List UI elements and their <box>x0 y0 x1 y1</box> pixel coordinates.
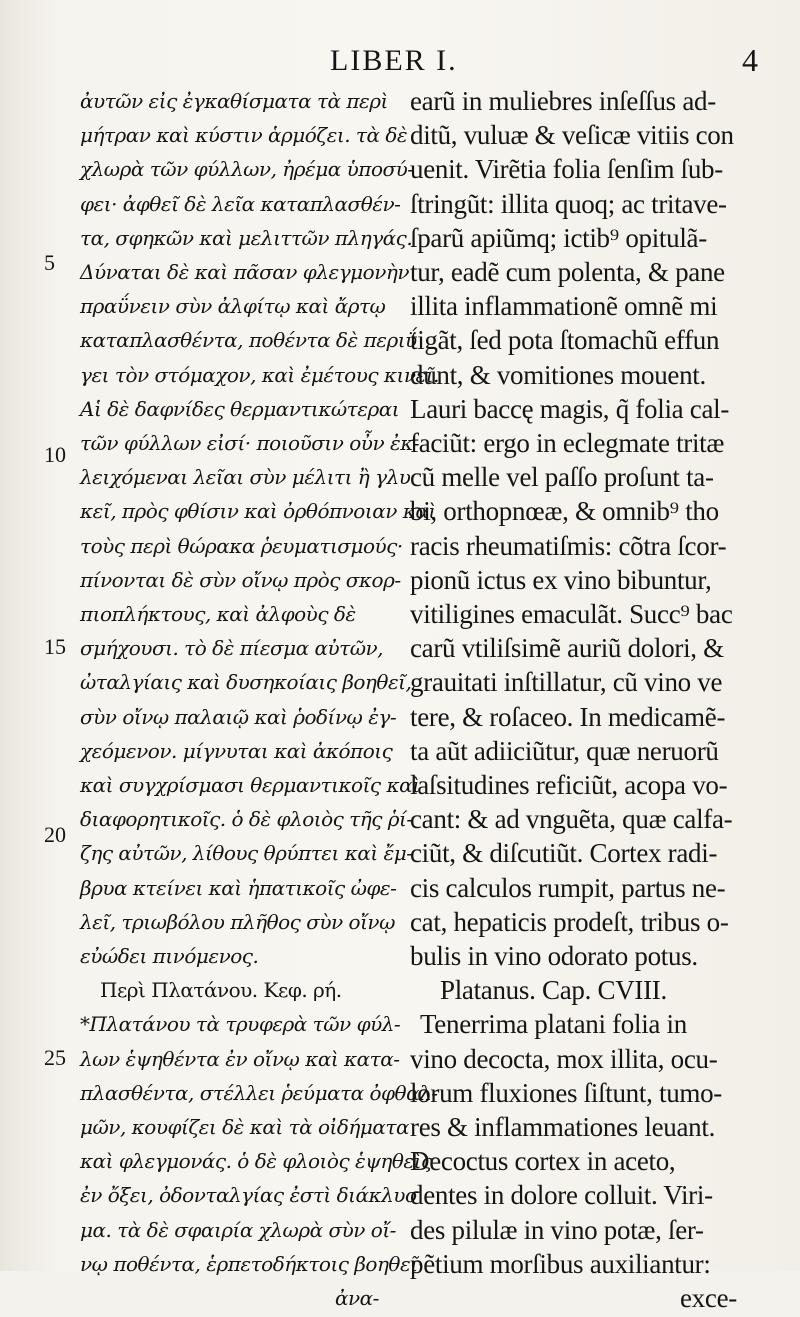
greek-text-line: ἀνα- <box>335 1286 379 1310</box>
latin-text-line: Decoctus cortex in aceto, <box>410 1146 676 1177</box>
greek-text-line: χλωρὰ τῶν φύλλων, ἠρέμα ὑποσύ- <box>80 157 414 182</box>
greek-text-line: ὠταλγίαις καὶ δυσηκοίαις βοηθεῖ, <box>80 670 412 695</box>
latin-text-line: des pilulæ in vino potæ, ſer- <box>410 1214 704 1245</box>
latin-text-line: ſparũ apiũmq; ictib⁹ opitulã- <box>410 222 707 253</box>
greek-text-line: πιοπλήκτους, καὶ ἀλφοὺς δὲ <box>80 602 356 626</box>
running-title: LIBER I. <box>330 44 458 77</box>
greek-text-line: βρυα κτείνει καὶ ἡπατικοῖς ὠφε- <box>80 875 397 900</box>
latin-text-line: grauitati inſtillatur, cũ vino ve <box>410 667 723 698</box>
margin-line-number: 15 <box>44 634 66 659</box>
latin-text-line: pionũ ictus ex vino bibuntur, <box>410 564 712 595</box>
greek-text-line: τα, σφηκῶν καὶ μελιττῶν πληγάς. <box>80 225 413 250</box>
latin-text-chapter-heading: Platanus. Cap. CVIII. <box>440 975 667 1006</box>
latin-text-line: Lauri baccę magis, q̃ folia cal- <box>410 393 730 424</box>
greek-text-chapter-heading: Περὶ Πλατάνου. Κεφ. ρή. <box>100 978 342 1003</box>
latin-text-line: lorum fluxiones ſiſtunt, tumo- <box>410 1077 722 1108</box>
latin-text-line: dunt, & vomitiones mouent. <box>410 359 706 390</box>
latin-text-line: tur, eadẽ cum polenta, & pane <box>410 257 725 287</box>
greek-text-line: ἀυτῶν εἰς ἐγκαθίσματα τὰ περὶ <box>80 89 388 113</box>
latin-text-line: vino decocta, mox illita, ocu- <box>410 1043 718 1074</box>
latin-text-line: tigãt, ſed pota ſtomachũ effun <box>410 325 720 356</box>
greek-text-line: φει· ἀφθεῖ δὲ λεῖα καταπλασθέν- <box>80 191 401 216</box>
latin-text-line: illita inflammationẽ omnẽ mi <box>410 291 718 322</box>
greek-text-line: πλασθέντα, στέλλει ῥεύματα ὀφθαλ- <box>80 1080 438 1105</box>
greek-text-line: τοὺς περὶ θώρακα ῥευματισμούς· <box>80 533 403 558</box>
greek-text-line: χεόμενον. μίγνυται καὶ ἀκόποις <box>80 738 393 763</box>
latin-text-line: cant: & ad vnguẽta, quæ calfa- <box>410 804 733 835</box>
greek-text-line: διαφορητικοῖς. ὁ δὲ φλοιὸς τῆς ῥί- <box>80 807 413 832</box>
latin-text-line: pẽtium morſibus auxiliantur: <box>410 1248 711 1279</box>
latin-text-line: ta aũt adiiciũtur, quæ neruorũ <box>410 735 719 766</box>
greek-text-line: εὐώδει πινόμενος. <box>80 944 259 968</box>
greek-text-line: λειχόμεναι λεῖαι σὺν μέλιτι ἢ γλυ <box>80 465 411 490</box>
greek-text-line: τῶν φύλλων εἰσί· ποιοῦσιν οὖν ἐκ- <box>80 431 420 455</box>
latin-text-line: bi, orthopnœæ, & omnib⁹ tho <box>410 496 719 527</box>
latin-text-line: bulis in vino odorato potus. <box>410 941 698 971</box>
latin-text-line: vitiligines emaculãt. Succ⁹ bac <box>410 599 733 629</box>
greek-text-line: λων ἑψηθέντα ἐν οἴνῳ καὶ κατα- <box>80 1046 400 1071</box>
latin-text-line: Tenerrima platani folia in <box>420 1009 687 1040</box>
greek-text-line: νῳ ποθέντα, ἑρπετοδήκτοις βοηθεῖ· <box>80 1251 424 1276</box>
greek-text-line: γει τὸν στόμαχον, καὶ ἐμέτους κινεῖ. <box>80 362 439 387</box>
greek-text-line: Δύναται δὲ καὶ πᾶσαν φλεγμονὴν <box>80 260 410 284</box>
greek-text-line: καὶ φλεγμονάς. ὁ δὲ φλοιὸς ἑψηθεὶς <box>80 1149 432 1174</box>
greek-text-line: καταπλασθέντα, ποθέντα δὲ περιΰ <box>80 328 417 353</box>
latin-text-line: racis rheumatiſmis: cõtra ſcor- <box>410 530 727 561</box>
greek-text-line: πραΰνειν σὺν ἀλφίτῳ καὶ ἄρτῳ <box>80 294 386 319</box>
greek-text-line: πίνονται δὲ σὺν οἴνῳ πρὸς σκορ- <box>80 567 401 592</box>
greek-text-line: μήτραν καὶ κύστιν ἁρμόζει. τὰ δὲ <box>80 123 408 148</box>
latin-text-line: dentes in dolore colluit. Viri- <box>410 1180 713 1211</box>
margin-line-number: 25 <box>44 1045 66 1070</box>
greek-text-line: σὺν οἴνῳ παλαιῷ καὶ ῥοδίνῳ ἐγ- <box>80 704 397 729</box>
latin-text-line: ſtringũt: illita quoq; ac tritave- <box>410 188 727 219</box>
latin-text-line: cat, hepaticis prodeſt, tribus o- <box>410 906 729 937</box>
greek-text-line: ζης αὐτῶν, λίθους θρύπτει καὶ ἔμ- <box>80 841 413 866</box>
margin-line-number: 10 <box>44 442 66 467</box>
latin-text-line: tere, & roſaceo. In medicamẽ- <box>410 701 726 732</box>
latin-text-line: faciũt: ergo in eclegmate tritæ <box>410 428 725 458</box>
margin-line-number: 5 <box>44 250 55 275</box>
latin-text-line: carũ vtiliſsimẽ auriũ dolori, & <box>410 633 724 664</box>
greek-text-line: σμήχουσι. τὸ δὲ πίεσμα αὐτῶν, <box>80 636 384 661</box>
greek-text-line: *Πλατάνου τὰ τρυφερὰ τῶν φύλ- <box>80 1012 401 1037</box>
latin-text-line: res & inflammationes leuant. <box>410 1112 716 1142</box>
latin-text-line: cũ melle vel paſſo proſunt ta- <box>410 462 714 493</box>
latin-text-line: ciũt, & diſcutiũt. Cortex radi- <box>410 838 718 869</box>
latin-text-line: cis calculos rumpit, partus ne- <box>410 872 726 903</box>
latin-text-line: laſsitudines reficiũt, acopa vo- <box>410 770 728 800</box>
greek-text-line: λεῖ, τριωβόλου πλῆθος σὺν οἴνῳ <box>80 909 395 934</box>
greek-text-line: Αἱ δὲ δαφνίδες θερμαντικώτεραι <box>80 396 400 421</box>
latin-text-line: ditũ, vuluæ & veſicæ vitiis con <box>410 120 734 151</box>
page-number: 4 <box>742 42 758 78</box>
latin-text-line: earũ in muliebres inſeſſus ad- <box>410 86 716 116</box>
greek-text-line: μα. τὰ δὲ σφαιρία χλωρὰ σὺν οἴ- <box>80 1217 396 1242</box>
greek-text-line: κεῖ, πρὸς φθίσιν καὶ ὀρθόπνοιαν καὶ <box>80 499 436 524</box>
greek-text-line: καὶ συγχρίσμασι θερμαντικοῖς καὶ <box>80 773 420 797</box>
latin-text-line: exce- <box>680 1283 737 1313</box>
greek-text-line: μῶν, κουφίζει δὲ καὶ τὰ οἰδήματα <box>80 1115 409 1139</box>
greek-text-line: ἐν ὄξει, ὀδονταλγίας ἐστὶ διάκλυσ <box>80 1183 419 1208</box>
latin-text-line: uenit. Virẽtia folia ſenſim ſub- <box>410 154 723 185</box>
margin-line-number: 20 <box>44 822 66 847</box>
